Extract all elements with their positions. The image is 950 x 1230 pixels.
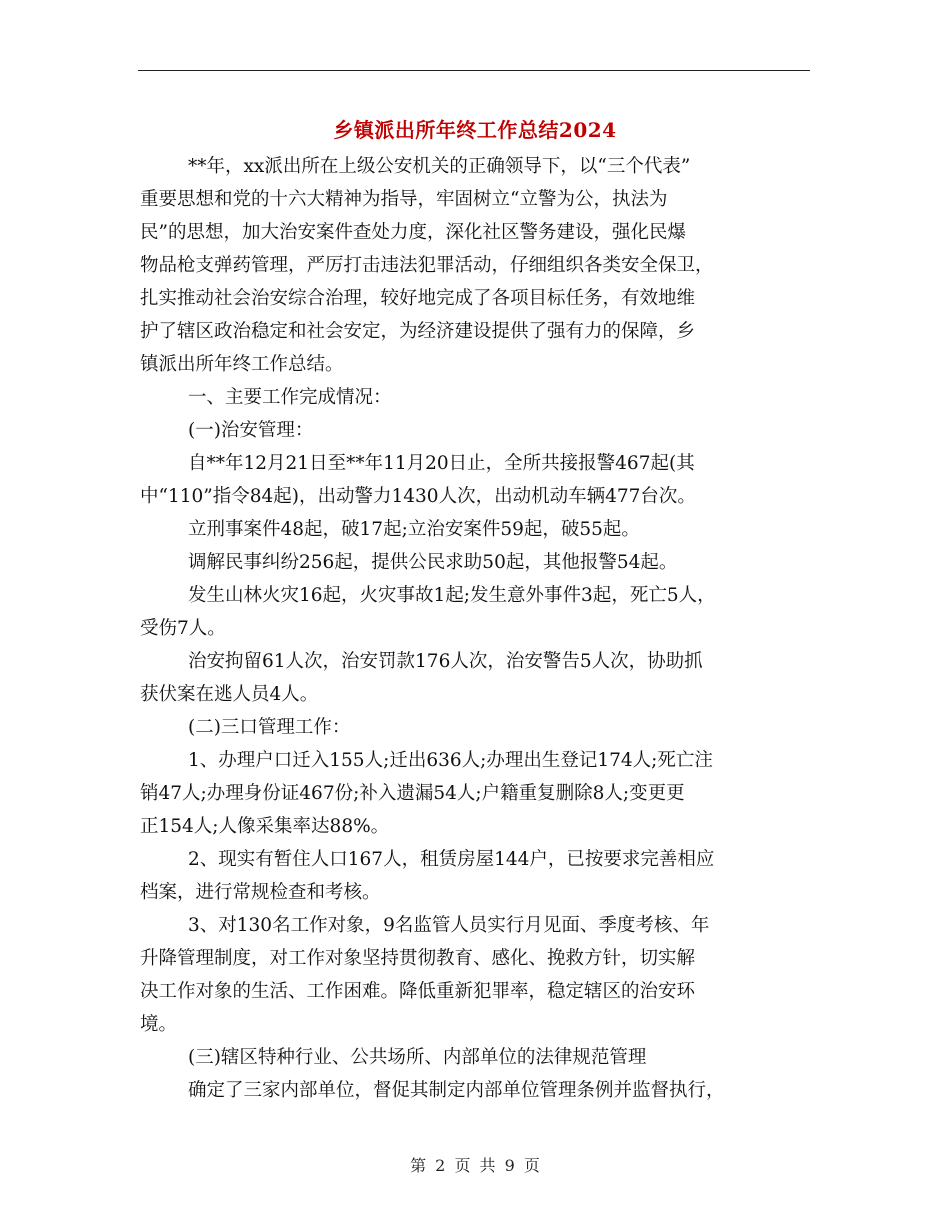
text-line: 民”的思想，加大治安案件查处力度，深化社区警务建设，强化民爆 <box>140 222 686 243</box>
text-line: 确定了三家内部单位，督促其制定内部单位管理条例并监督执行， <box>188 1080 725 1101</box>
text-line: 正154人;人像采集率达88%。 <box>140 816 390 837</box>
text-line: 1、办理户口迁入155人;迁出636人;办理出生登记174人;死亡注 <box>188 750 713 771</box>
text-line: 2、现实有暂住人口167人，租赁房屋144户，已按要求完善相应 <box>188 849 715 870</box>
header-rule <box>138 70 810 71</box>
text-line: 档案，进行常规检查和考核。 <box>140 882 381 903</box>
page-footer: 第 2 页 共 9 页 <box>410 1156 540 1175</box>
text-line: 物品枪支弹药管理，严厉打击违法犯罪活动，仔细组织各类安全保卫， <box>140 255 714 276</box>
text-line: 重要思想和党的十六大精神为指导，牢固树立“立警为公，执法为 <box>140 189 668 210</box>
text-line: 获伏案在逃人员4人。 <box>140 684 319 705</box>
text-line: 立刑事案件48起，破17起;立治安案件59起，破55起。 <box>188 519 640 540</box>
text-line: (一)治安管理： <box>188 420 314 441</box>
text-line: 护了辖区政治稳定和社会安定，为经济建设提供了强有力的保障，乡 <box>140 321 696 342</box>
text-line: 中“110”指令84起)，出动警力1430人次，出动机动车辆477台次。 <box>140 486 696 507</box>
text-line: 3、对130名工作对象，9名监管人员实行月见面、季度考核、年 <box>188 915 710 936</box>
text-line: (三)辖区特种行业、公共场所、内部单位的法律规范管理 <box>188 1047 647 1068</box>
text-line: 调解民事纠纷256起，提供公民求助50起，其他报警54起。 <box>188 552 678 573</box>
text-line: 受伤7人。 <box>140 618 226 639</box>
text-line: 升降管理制度，对工作对象坚持贯彻教育、感化、挽救方针，切实解 <box>140 948 696 969</box>
text-line: 决工作对象的生活、工作困难。降低重新犯罪率，稳定辖区的治安环 <box>140 981 696 1002</box>
document-body <box>140 150 830 1107</box>
text-line: 一、主要工作完成情况： <box>188 387 392 408</box>
text-line: 扎实推动社会治安综合治理，较好地完成了各项目标任务，有效地维 <box>140 288 696 309</box>
document-title: 乡镇派出所年终工作总结2024 <box>333 118 617 142</box>
text-line: **年，xx派出所在上级公安机关的正确领导下，以“三个代表” <box>188 156 691 177</box>
text-line: 治安拘留61人次，治安罚款176人次，治安警告5人次，协助抓 <box>188 651 703 672</box>
text-line: 镇派出所年终工作总结。 <box>140 354 344 375</box>
text-line: (二)三口管理工作： <box>188 717 351 738</box>
text-line: 销47人;办理身份证467份;补入遗漏54人;户籍重复删除8人;变更更 <box>140 783 685 804</box>
text-line: 自**年12月21日至**年11月20日止，全所共接报警467起(其 <box>188 453 695 474</box>
text-line: 发生山林火灾16起，火灾事故1起;发生意外事件3起，死亡5人， <box>188 585 716 606</box>
text-line: 境。 <box>140 1014 178 1035</box>
